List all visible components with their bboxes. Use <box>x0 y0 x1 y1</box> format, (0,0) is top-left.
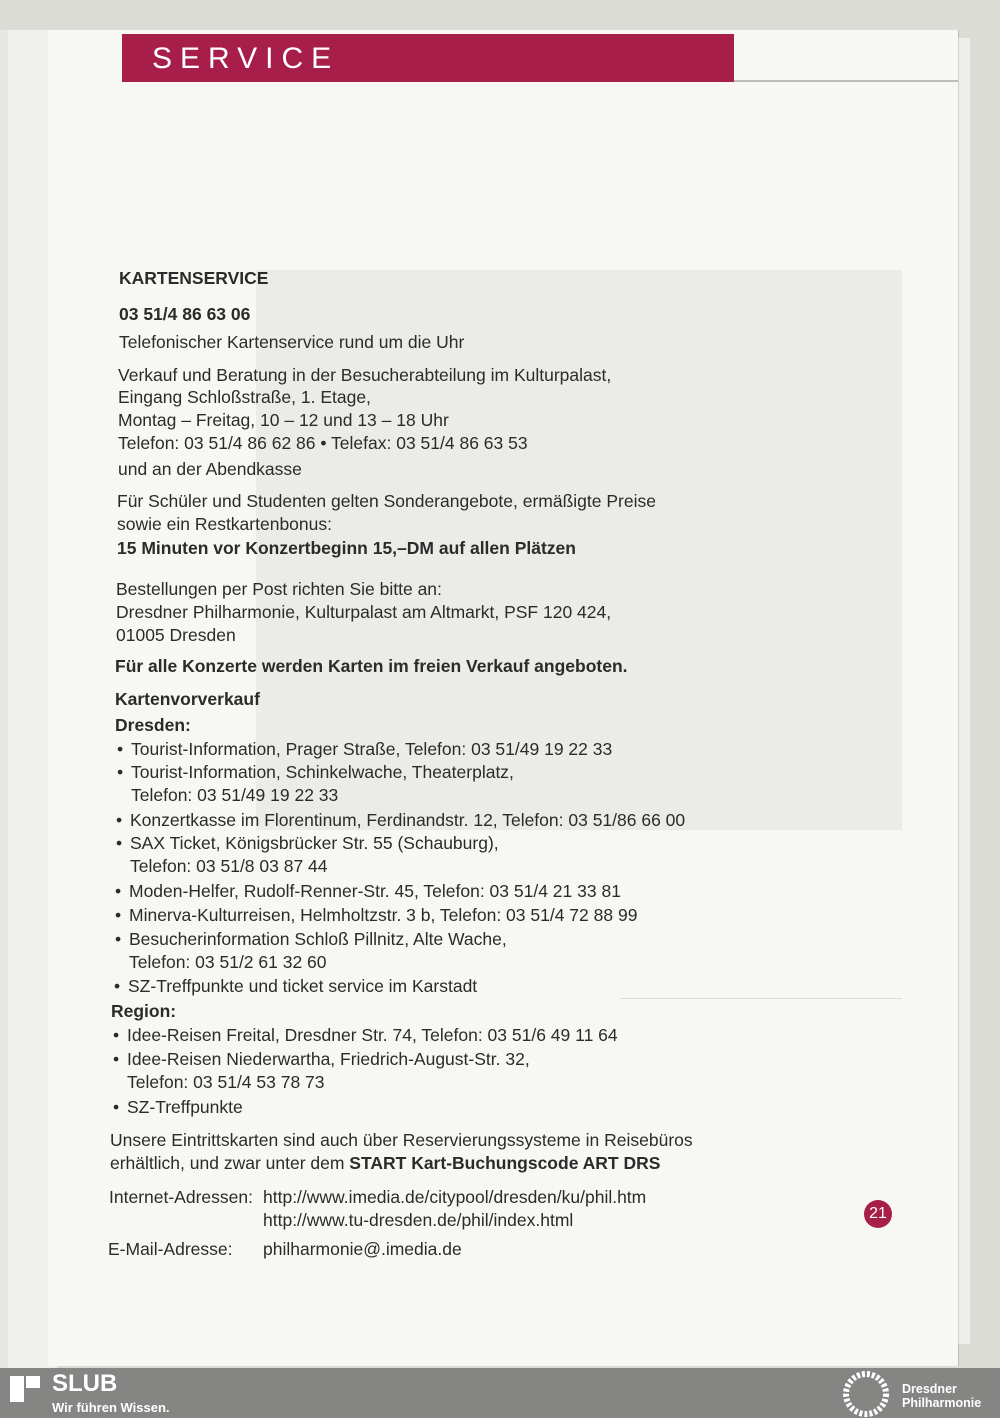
page-number-badge: 21 <box>864 1200 892 1228</box>
vorverkauf-heading: Kartenvorverkauf <box>115 689 260 709</box>
orchestra-name-line1: Dresdner <box>902 1382 957 1396</box>
email-label: E-Mail-Adresse: <box>108 1239 233 1259</box>
booking-code: START Kart-Buchungscode ART DRS <box>349 1153 661 1173</box>
list-item: • SZ-Treffpunkte und ticket service im Karstadt <box>128 975 477 998</box>
list-item: • SAX Ticket, Königsbrücker Str. 55 (Schauburg), <box>130 832 499 855</box>
text-line: Bestellungen per Post richten Sie bitte an: <box>116 579 442 599</box>
orchestra-name <box>902 1382 981 1410</box>
text-line: Verkauf und Beratung in der Besucherabteilung im Kulturpalast, <box>118 365 612 385</box>
page-right-edge <box>958 38 970 1344</box>
kartenservice-heading: KARTENSERVICE <box>119 268 269 288</box>
text-line: und an der Abendkasse <box>118 459 302 479</box>
url-link[interactable]: http://www.tu-dresden.de/phil/index.html <box>263 1210 574 1230</box>
list-item: • Konzertkasse im Florentinum, Ferdinandstr. 12, Telefon: 03 51/86 66 00 <box>130 809 685 832</box>
region-heading: Region: <box>111 1001 177 1021</box>
list-item: • Idee-Reisen Freital, Dresdner Str. 74, Telefon: 03 51/6 49 11 64 <box>127 1024 618 1047</box>
list-item-continuation: Telefon: 03 51/49 19 22 33 <box>131 785 339 805</box>
dresden-heading: Dresden: <box>115 715 191 735</box>
kartenservice-phone: 03 51/4 86 63 06 <box>119 304 251 324</box>
email-link[interactable]: philharmonie@.imedia.de <box>263 1239 462 1259</box>
text-line: Eingang Schloßstraße, 1. Etage, <box>118 387 371 407</box>
text-line: Montag – Freitag, 10 – 12 und 13 – 18 Uhr <box>118 410 449 430</box>
orchestra-logo-icon <box>842 1370 890 1418</box>
text-line-bold: 15 Minuten vor Konzertbeginn 15,–DM auf allen Plätzen <box>117 538 576 558</box>
text-fragment: erhältlich, und zwar unter dem <box>110 1153 350 1173</box>
header-rule <box>734 80 958 82</box>
text-line: Dresdner Philharmonie, Kulturpalast am Altmarkt, PSF 120 424, <box>116 602 612 622</box>
text-line: Für Schüler und Studenten gelten Sonderangebote, ermäßigte Preise <box>117 491 656 511</box>
list-item-continuation: Telefon: 03 51/4 53 78 73 <box>127 1072 325 1092</box>
text-line: Unsere Eintrittskarten sind auch über Reservierungssysteme in Reisebüros <box>110 1130 693 1150</box>
library-name: SLUB <box>52 1370 118 1397</box>
list-item: • Tourist-Information, Prager Straße, Telefon: 03 51/49 19 22 33 <box>131 738 612 761</box>
url-link[interactable]: http://www.imedia.de/citypool/dresden/ku/phil.htm <box>263 1187 647 1207</box>
library-tagline: Wir führen Wissen. <box>52 1400 170 1415</box>
text-line-bold: Für alle Konzerte werden Karten im freien Verkauf angeboten. <box>115 656 628 676</box>
internet-label: Internet-Adressen: <box>109 1187 253 1207</box>
text-line: 01005 Dresden <box>116 625 236 645</box>
list-item: • SZ-Treffpunkte <box>127 1096 243 1119</box>
section-title: SERVICE <box>152 42 340 75</box>
list-item-continuation: Telefon: 03 51/2 61 32 60 <box>129 952 327 972</box>
show-through-rule <box>620 998 902 999</box>
list-item: • Moden-Helfer, Rudolf-Renner-Str. 45, Telefon: 03 51/4 21 33 81 <box>129 880 621 903</box>
text-line: Telefonischer Kartenservice rund um die Uhr <box>119 332 465 352</box>
list-item: • Idee-Reisen Niederwartha, Friedrich-August-Str. 32, <box>127 1048 530 1071</box>
text-line-mixed <box>110 1152 660 1175</box>
text-line: sowie ein Restkartenbonus: <box>117 514 332 534</box>
list-item-continuation: Telefon: 03 51/8 03 87 44 <box>130 856 328 876</box>
list-item: • Minerva-Kulturreisen, Helmholtzstr. 3 b, Telefon: 03 51/4 72 88 99 <box>129 904 637 927</box>
orchestra-name-line2: Philharmonie <box>902 1396 982 1410</box>
list-item: • Tourist-Information, Schinkelwache, Theaterplatz, <box>131 761 514 784</box>
text-line: Telefon: 03 51/4 86 62 86 • Telefax: 03 51/4 86 63 53 <box>118 433 528 453</box>
list-item: • Besucherinformation Schloß Pillnitz, Alte Wache, <box>129 928 507 951</box>
slub-logo-icon <box>10 1376 40 1402</box>
